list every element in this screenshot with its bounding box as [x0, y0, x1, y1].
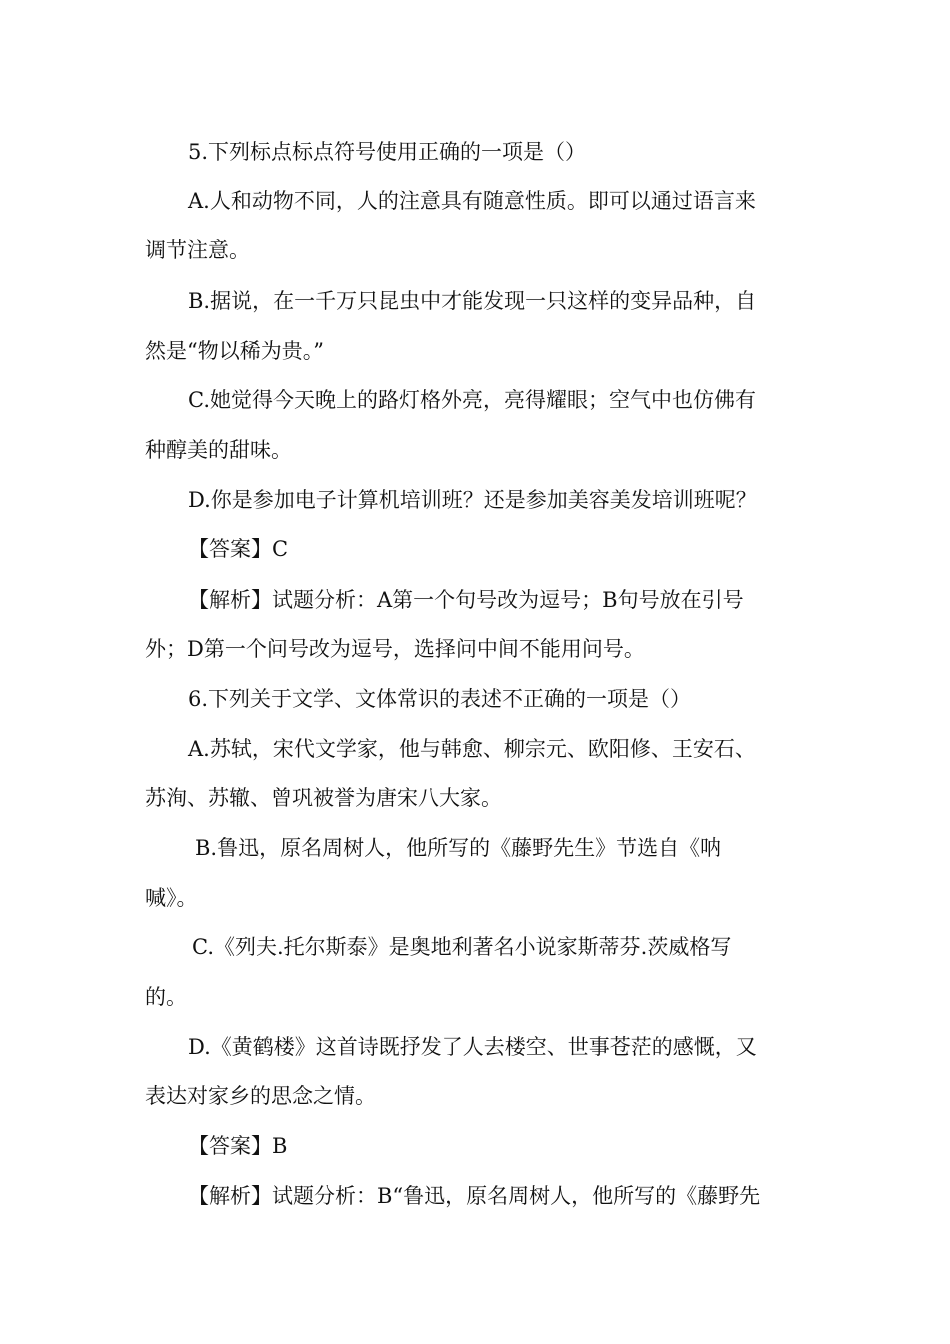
q5-option-c-line1: C.她觉得今天晚上的路灯格外亮，亮得耀眼；空气中也仿佛有 — [188, 388, 756, 412]
q6-option-d-line1: D.《黄鹤楼》这首诗既抒发了人去楼空、世事苍茫的感慨，又 — [188, 1035, 757, 1059]
q6-option-a-line1: A.苏轼，宋代文学家，他与韩愈、柳宗元、欧阳修、王安石、 — [188, 737, 756, 761]
q6-option-d-line2: 表达对家乡的思念之情。 — [145, 1084, 376, 1108]
q5-answer: 【答案】C — [188, 537, 289, 561]
q6-option-b-line1: B.鲁迅，原名周树人，他所写的《藤野先生》节选自《呐 — [195, 836, 722, 860]
q6-option-c-line1: C.《列夫.托尔斯泰》是奥地利著名小说家斯蒂芬.茨威格写 — [192, 935, 732, 959]
q5-stem: 5.下列标点标点符号使用正确的一项是（） — [188, 140, 587, 164]
q5-option-d: D.你是参加电子计算机培训班？还是参加美容美发培训班呢？ — [188, 488, 757, 512]
q5-option-b-line2: 然是“物以稀为贵。” — [145, 339, 324, 363]
q5-option-b-line1: B.据说，在一千万只昆虫中才能发现一只这样的变异品种，自 — [188, 289, 757, 313]
q5-option-a-line2: 调节注意。 — [145, 238, 250, 262]
q6-option-b-line2: 喊》。 — [145, 886, 198, 910]
q5-analysis-line1: 【解析】试题分析：A第一个句号改为逗号；B句号放在引号 — [188, 588, 744, 612]
q6-stem: 6.下列关于文学、文体常识的表述不正确的一项是（） — [188, 687, 692, 711]
q6-answer: 【答案】B — [188, 1134, 288, 1158]
q5-option-a-line1: A.人和动物不同，人的注意具有随意性质。即可以通过语言来 — [188, 189, 756, 213]
q5-option-c-line2: 种醇美的甜味。 — [145, 438, 292, 462]
q6-option-a-line2: 苏洵、苏辙、曾巩被誉为唐宋八大家。 — [145, 786, 502, 810]
q6-analysis-line1: 【解析】试题分析：B“鲁迅，原名周树人，他所写的《藤野先 — [188, 1184, 761, 1208]
q5-analysis-line2: 外；D第一个问号改为逗号，选择问中间不能用问号。 — [145, 637, 645, 661]
q6-option-c-line2: 的。 — [145, 985, 187, 1009]
